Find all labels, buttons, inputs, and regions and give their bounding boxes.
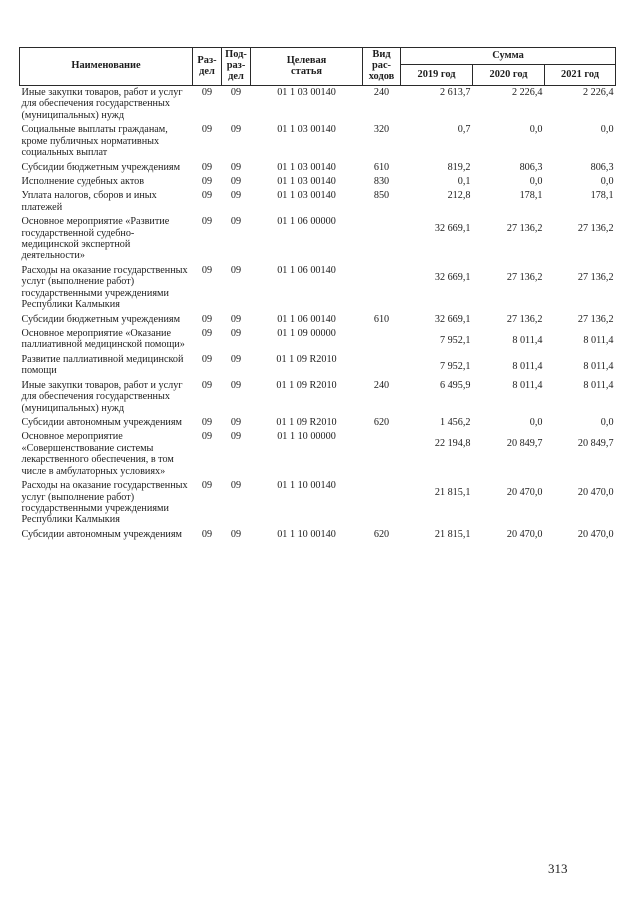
row-podrazdel: 09	[230, 216, 242, 228]
row-podrazdel: 09	[230, 528, 242, 540]
table-body	[20, 86, 616, 543]
header-razdel: Раз- дел	[193, 48, 222, 86]
row-sum-2021: 27 136,2	[577, 271, 614, 283]
row-name: Субсидии бюджетным учреждениям	[21, 161, 181, 173]
row-razdel: 09	[201, 87, 213, 98]
row-razdel: 09	[201, 313, 213, 325]
row-podrazdel: 09	[230, 313, 242, 325]
row-sum-2019: 22 194,8	[434, 438, 471, 450]
row-sum-2019: 2 613,7	[439, 87, 471, 98]
row-sum-2019: 819,2	[447, 161, 471, 173]
row-sum-2021: 0,0	[600, 175, 614, 187]
header-podrazdel: Под- раз- дел	[222, 48, 251, 86]
row-name: Основное мероприятие «Совершенствование системы лекарственного обеспечения, в том числе в амбулаторных условиях»	[21, 431, 174, 477]
page-number: 313	[548, 861, 568, 876]
row-sum-2020: 0,0	[529, 124, 543, 136]
row-sum-2021: 0,0	[600, 124, 614, 136]
row-name: Основное мероприятие «Развитие государственной судебно-медицинской экспертной деятельности»	[21, 216, 170, 262]
header-year-2020: 2020 год	[473, 65, 545, 86]
row-sum-2019: 6 495,9	[439, 379, 471, 391]
row-target-article: 01 1 03 00140	[277, 124, 336, 136]
row-expense-type: 610	[373, 313, 390, 325]
row-expense-type: 850	[373, 190, 390, 202]
row-target-article: 01 1 10 00000	[277, 431, 336, 443]
row-target-article: 01 1 03 00140	[277, 190, 336, 202]
row-razdel: 09	[201, 216, 213, 228]
row-sum-2019: 21 815,1	[434, 487, 471, 499]
table-row	[20, 161, 616, 175]
row-name: Субсидии автономным учреждениям	[21, 416, 182, 428]
row-sum-2020: 806,3	[519, 161, 543, 173]
table-row	[20, 430, 616, 479]
row-sum-2020: 20 470,0	[506, 528, 543, 540]
row-target-article: 01 1 09 R2010	[276, 353, 337, 365]
row-sum-2019: 32 669,1	[434, 271, 471, 283]
row-target-article: 01 1 09 R2010	[276, 379, 337, 391]
row-target-article: 01 1 06 00140	[277, 264, 336, 276]
row-sum-2021: 8 011,4	[583, 360, 614, 372]
row-razdel: 09	[201, 161, 213, 173]
row-podrazdel: 09	[230, 379, 242, 391]
row-expense-type: 620	[373, 528, 390, 540]
row-podrazdel: 09	[230, 87, 242, 98]
row-name: Исполнение судебных актов	[21, 175, 145, 187]
table-row	[20, 379, 616, 416]
row-podrazdel: 09	[230, 161, 242, 173]
table-row	[20, 264, 616, 313]
row-podrazdel: 09	[230, 264, 242, 276]
row-sum-2020: 8 011,4	[512, 335, 543, 347]
row-sum-2021: 20 470,0	[577, 528, 614, 540]
row-sum-2021: 27 136,2	[577, 223, 614, 235]
row-razdel: 09	[201, 124, 213, 136]
row-target-article: 01 1 06 00140	[277, 313, 336, 325]
row-sum-2020: 20 470,0	[506, 487, 543, 499]
row-name: Уплата налогов, сборов и иных платежей	[21, 190, 157, 213]
row-sum-2020: 178,1	[519, 190, 543, 202]
row-target-article: 01 1 03 00140	[277, 87, 336, 98]
row-name: Социальные выплаты гражданам, кроме публичных нормативных социальных выплат	[21, 124, 168, 159]
row-sum-2019: 0,7	[457, 124, 471, 136]
row-sum-2021: 0,0	[600, 416, 614, 428]
row-podrazdel: 09	[230, 416, 242, 428]
row-expense-type	[363, 353, 401, 379]
row-expense-type: 240	[373, 379, 390, 391]
row-name: Основное мероприятие «Оказание паллиативной медицинской помощи»	[21, 328, 185, 351]
row-podrazdel: 09	[230, 190, 242, 202]
row-sum-2021: 8 011,4	[583, 379, 614, 391]
row-sum-2020: 8 011,4	[512, 360, 543, 372]
row-razdel: 09	[201, 328, 213, 340]
row-sum-2020: 8 011,4	[512, 379, 543, 391]
row-expense-type	[363, 264, 401, 313]
row-sum-2019: 7 952,1	[439, 335, 471, 347]
row-podrazdel: 09	[230, 431, 242, 443]
row-razdel: 09	[201, 353, 213, 365]
row-sum-2019: 32 669,1	[434, 223, 471, 235]
row-razdel: 09	[201, 190, 213, 202]
row-expense-type	[363, 430, 401, 479]
row-sum-2019: 212,8	[447, 190, 471, 202]
row-target-article: 01 1 03 00140	[277, 175, 336, 187]
header-expense-type: Вид рас- ходов	[363, 48, 401, 86]
row-razdel: 09	[201, 431, 213, 443]
row-expense-type: 610	[373, 161, 390, 173]
row-sum-2020: 0,0	[529, 416, 543, 428]
row-podrazdel: 09	[230, 353, 242, 365]
table-row	[20, 353, 616, 379]
row-expense-type	[363, 479, 401, 528]
table-row	[20, 479, 616, 528]
row-sum-2019: 7 952,1	[439, 360, 471, 372]
row-razdel: 09	[201, 264, 213, 276]
table-row	[20, 327, 616, 353]
row-name: Расходы на оказание государственных услуг (выполнение работ) государственными учреждениями Республики Калмыкия	[21, 264, 188, 311]
row-sum-2019: 0,1	[457, 175, 471, 187]
row-sum-2019: 21 815,1	[434, 528, 471, 540]
row-name: Субсидии автономным учреждениям	[21, 528, 182, 540]
row-target-article: 01 1 10 00140	[277, 528, 336, 540]
row-expense-type: 830	[373, 175, 390, 187]
row-sum-2020: 27 136,2	[506, 223, 543, 235]
row-razdel: 09	[201, 528, 213, 540]
row-target-article: 01 1 09 00000	[277, 328, 336, 340]
row-sum-2020: 27 136,2	[506, 313, 543, 325]
row-razdel: 09	[201, 480, 213, 492]
header-sum: Сумма	[401, 48, 616, 65]
row-podrazdel: 09	[230, 480, 242, 492]
table-row	[20, 123, 616, 160]
table-row	[20, 86, 616, 124]
table-row	[20, 175, 616, 189]
row-sum-2020: 20 849,7	[506, 438, 543, 450]
row-podrazdel: 09	[230, 124, 242, 136]
row-expense-type: 240	[373, 87, 390, 98]
row-podrazdel: 09	[230, 175, 242, 187]
row-sum-2021: 8 011,4	[583, 335, 614, 347]
budget-table	[19, 47, 616, 542]
row-name: Иные закупки товаров, работ и услуг для обеспечения государственных (муниципальных) нужд	[21, 87, 183, 121]
row-sum-2020: 27 136,2	[506, 271, 543, 283]
row-sum-2019: 1 456,2	[439, 416, 471, 428]
row-sum-2021: 2 226,4	[582, 87, 614, 98]
row-expense-type: 620	[373, 416, 390, 428]
table-row	[20, 189, 616, 215]
row-sum-2021: 806,3	[590, 161, 614, 173]
row-name: Субсидии бюджетным учреждениям	[21, 313, 181, 325]
table-row	[20, 416, 616, 430]
row-name: Развитие паллиативной медицинской помощи	[21, 353, 184, 377]
header-year-2021: 2021 год	[545, 65, 616, 86]
table-row	[20, 215, 616, 264]
row-target-article: 01 1 09 R2010	[276, 416, 337, 428]
row-podrazdel: 09	[230, 328, 242, 340]
row-expense-type	[363, 327, 401, 353]
row-expense-type	[363, 215, 401, 264]
header-year-2019: 2019 год	[401, 65, 473, 86]
row-name: Расходы на оказание государственных услуг (выполнение работ) государственными учреждениями Республики Калмыкия	[21, 480, 188, 526]
row-expense-type: 320	[373, 124, 390, 136]
row-razdel: 09	[201, 175, 213, 187]
header-name: Наименование	[20, 48, 193, 86]
table-header	[20, 48, 616, 86]
row-sum-2021: 20 849,7	[577, 438, 614, 450]
row-target-article: 01 1 10 00140	[277, 480, 336, 492]
row-target-article: 01 1 06 00000	[277, 216, 336, 228]
row-razdel: 09	[201, 379, 213, 391]
header-target-article: Целевая статья	[251, 48, 363, 86]
row-sum-2021: 178,1	[590, 190, 614, 202]
row-sum-2020: 0,0	[529, 175, 543, 187]
table-row	[20, 313, 616, 327]
row-sum-2021: 27 136,2	[577, 313, 614, 325]
row-razdel: 09	[201, 416, 213, 428]
row-sum-2021: 20 470,0	[577, 487, 614, 499]
row-target-article: 01 1 03 00140	[277, 161, 336, 173]
row-sum-2019: 32 669,1	[434, 313, 471, 325]
row-name: Иные закупки товаров, работ и услуг для обеспечения государственных (муниципальных) нужд	[21, 379, 183, 414]
table-row	[20, 528, 616, 542]
row-sum-2020: 2 226,4	[511, 87, 543, 98]
